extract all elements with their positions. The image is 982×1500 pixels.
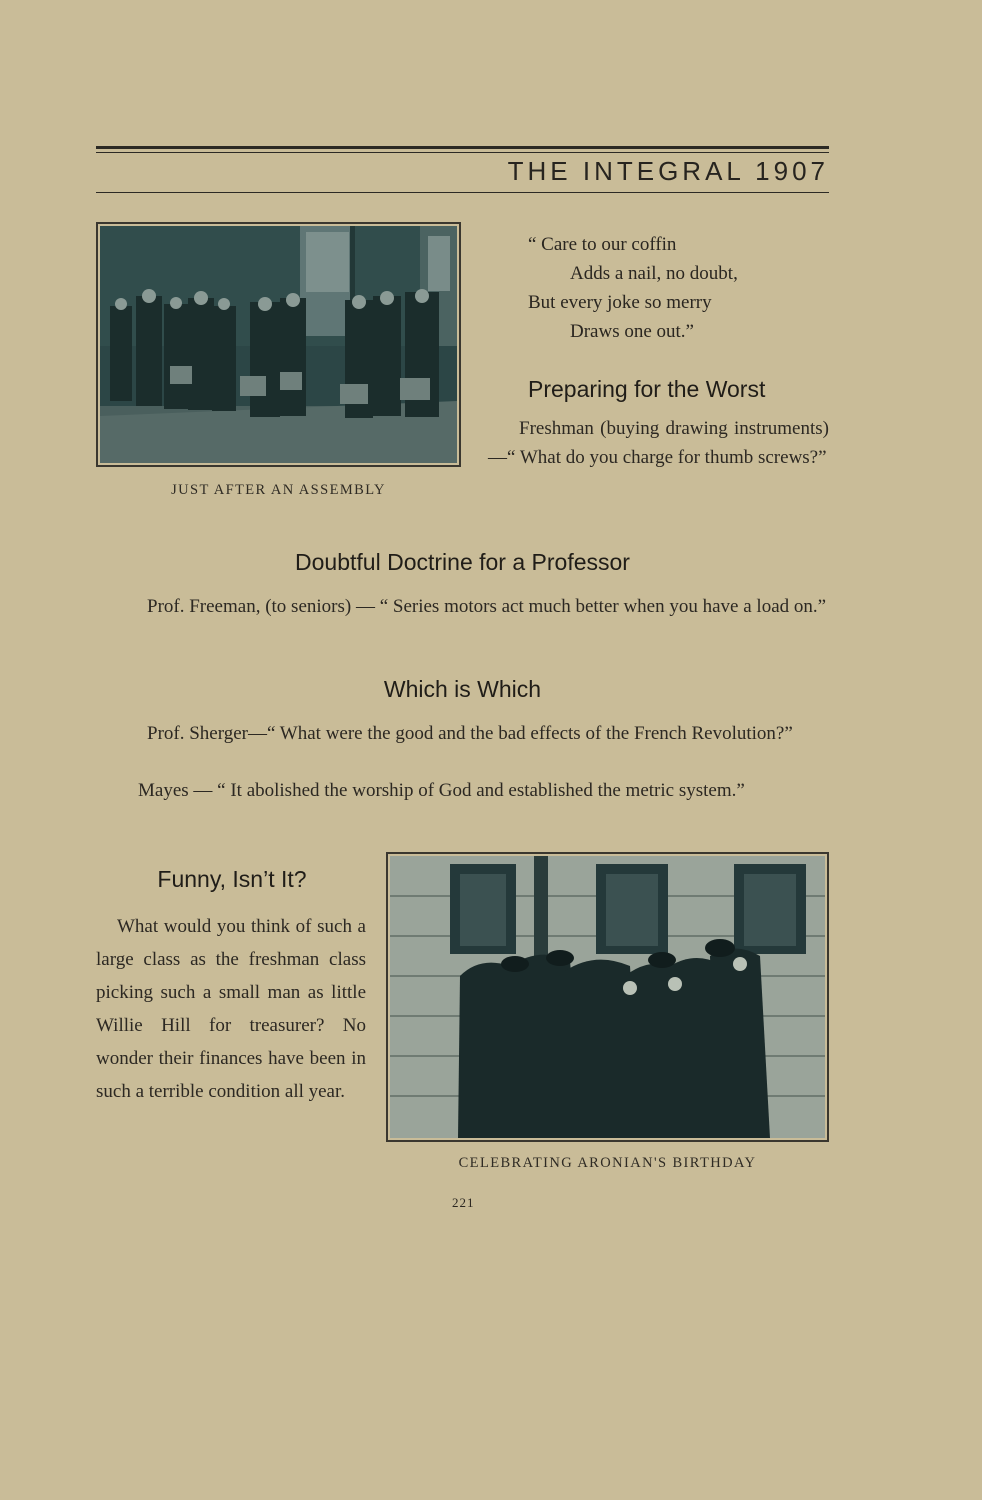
- heading-funny-isnt-it: Funny, Isn’t It?: [157, 866, 307, 892]
- page-number: 221: [452, 1195, 475, 1210]
- header-rule-bottom: [96, 192, 829, 193]
- birthday-caption: CELEBRATING ARONIAN'S BIRTHDAY: [458, 1155, 757, 1171]
- poem: [528, 230, 738, 346]
- heading-which-is-which: Which is Which: [383, 676, 542, 702]
- birthday-photo: [386, 852, 829, 1142]
- poem-line: “ Care to our coffin: [528, 234, 677, 255]
- assembly-caption: JUST AFTER AN ASSEMBLY: [171, 482, 386, 498]
- paragraph-funny-isnt-it: What would you think of such a large class as the freshman class picking such a small man as little Willie Hill for treasurer? No wonder their finances have been in such a terrible condition all year.: [96, 916, 366, 1102]
- assembly-photo-image: [100, 226, 457, 463]
- paragraph-sherger: Prof. Sherger—“ What were the good and the bad effects of the French Revolution?”: [147, 723, 793, 744]
- header-rule-thick: [96, 146, 829, 149]
- poem-line: Adds a nail, no doubt,: [570, 263, 738, 284]
- paragraph-preparing-for-the-worst: Freshman (buying drawing instruments) —“ What do you charge for thumb screws?”: [488, 418, 829, 468]
- heading-doubtful-doctrine: Doubtful Doctrine for a Professor: [295, 549, 630, 575]
- poem-line: But every joke so merry: [528, 292, 712, 313]
- assembly-photo: [96, 222, 461, 467]
- running-header: THE INTEGRAL 1907: [507, 156, 829, 186]
- paragraph-mayes: Mayes — “ It abolished the worship of God and established the metric system.”: [138, 780, 745, 801]
- poem-line: Draws one out.”: [570, 321, 694, 342]
- paragraph-doubtful-doctrine: Prof. Freeman, (to seniors) — “ Series motors act much better when you have a load on.”: [147, 596, 827, 617]
- header-rule-thin: [96, 152, 829, 153]
- birthday-photo-image: [390, 856, 825, 1138]
- heading-preparing-for-the-worst: Preparing for the Worst: [528, 376, 766, 402]
